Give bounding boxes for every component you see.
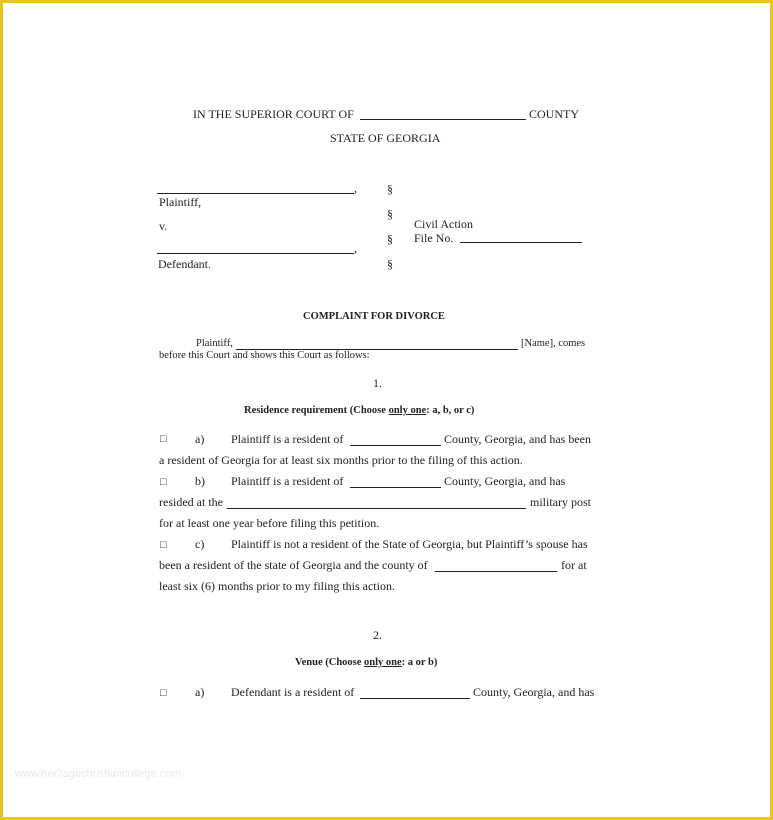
court-heading-suffix: COUNTY bbox=[529, 107, 579, 121]
file-no-blank[interactable] bbox=[460, 242, 582, 243]
civil-action-label: Civil Action bbox=[414, 217, 474, 231]
option-1a-line-2: a resident of Georgia for at least six months prior to the filing of this action. bbox=[159, 453, 523, 467]
military-post-blank[interactable] bbox=[227, 508, 526, 509]
county-1b-blank[interactable] bbox=[350, 487, 441, 488]
option-2a-text-cont: County, Georgia, and has bbox=[473, 685, 595, 699]
section-1-number: 1. bbox=[373, 376, 382, 390]
option-1b-label: b) bbox=[195, 474, 205, 488]
plaintiff-label: Plaintiff, bbox=[159, 195, 202, 209]
checkbox-2a[interactable]: □ bbox=[160, 688, 167, 699]
section-1-heading: Residence requirement (Choose only one: a, b, or c) bbox=[244, 405, 475, 416]
option-1c-label: c) bbox=[195, 537, 205, 551]
checkbox-1a[interactable]: □ bbox=[160, 434, 167, 445]
file-no-label: File No. bbox=[414, 231, 454, 245]
section-symbol: § bbox=[387, 207, 393, 221]
plaintiff-comma: , bbox=[354, 181, 357, 195]
defendant-comma: , bbox=[354, 241, 357, 255]
complaint-title: COMPLAINT FOR DIVORCE bbox=[303, 311, 445, 322]
state-heading: STATE OF GEORGIA bbox=[330, 131, 441, 145]
county-1a-blank[interactable] bbox=[350, 445, 441, 446]
intro-plaintiff: Plaintiff, bbox=[196, 338, 233, 349]
checkbox-1b[interactable]: □ bbox=[160, 477, 167, 488]
plaintiff-name-blank[interactable] bbox=[157, 193, 354, 194]
section-symbol: § bbox=[387, 182, 393, 196]
section-symbol: § bbox=[387, 257, 393, 271]
option-2a-text: Defendant is a resident of bbox=[231, 685, 355, 699]
county-1c-blank[interactable] bbox=[435, 571, 557, 572]
option-1b-line-3: for at least one year before filing this petition. bbox=[159, 516, 380, 530]
option-1c-line-2-cont: for at bbox=[561, 558, 587, 572]
county-2a-blank[interactable] bbox=[360, 698, 470, 699]
versus-label: v. bbox=[159, 219, 168, 233]
document-page bbox=[3, 3, 770, 817]
section-2-heading: Venue (Choose only one: a or b) bbox=[295, 657, 438, 668]
option-2a-label: a) bbox=[195, 685, 205, 699]
watermark-text: www.heritagechristiancollege.com bbox=[15, 768, 181, 780]
checkbox-1c[interactable]: □ bbox=[160, 540, 167, 551]
intro-name-text: [Name], comes bbox=[521, 338, 586, 349]
option-1a-label: a) bbox=[195, 432, 205, 446]
section-2-number: 2. bbox=[373, 628, 382, 642]
option-1b-text-cont: County, Georgia, and has bbox=[444, 474, 566, 488]
county-blank[interactable] bbox=[360, 119, 526, 120]
section-symbol: § bbox=[387, 232, 393, 246]
intro-line-2: before this Court and shows this Court as follows: bbox=[159, 350, 370, 361]
option-1c-line-2: been a resident of the state of Georgia and the county of bbox=[159, 558, 428, 572]
option-1c-text: Plaintiff is not a resident of the State of Georgia, but Plaintiff’s spouse has bbox=[231, 537, 588, 551]
defendant-name-blank[interactable] bbox=[157, 253, 354, 254]
option-1b-text: Plaintiff is a resident of bbox=[231, 474, 344, 488]
defendant-label: Defendant. bbox=[158, 257, 211, 271]
court-heading-prefix: IN THE SUPERIOR COURT OF bbox=[193, 107, 354, 121]
option-1a-text-cont: County, Georgia, and has been bbox=[444, 432, 591, 446]
option-1a-text: Plaintiff is a resident of bbox=[231, 432, 344, 446]
option-1b-line-2-cont: military post bbox=[530, 495, 591, 509]
option-1c-line-3: least six (6) months prior to my filing this action. bbox=[159, 579, 395, 593]
option-1b-line-2: resided at the bbox=[159, 495, 223, 509]
